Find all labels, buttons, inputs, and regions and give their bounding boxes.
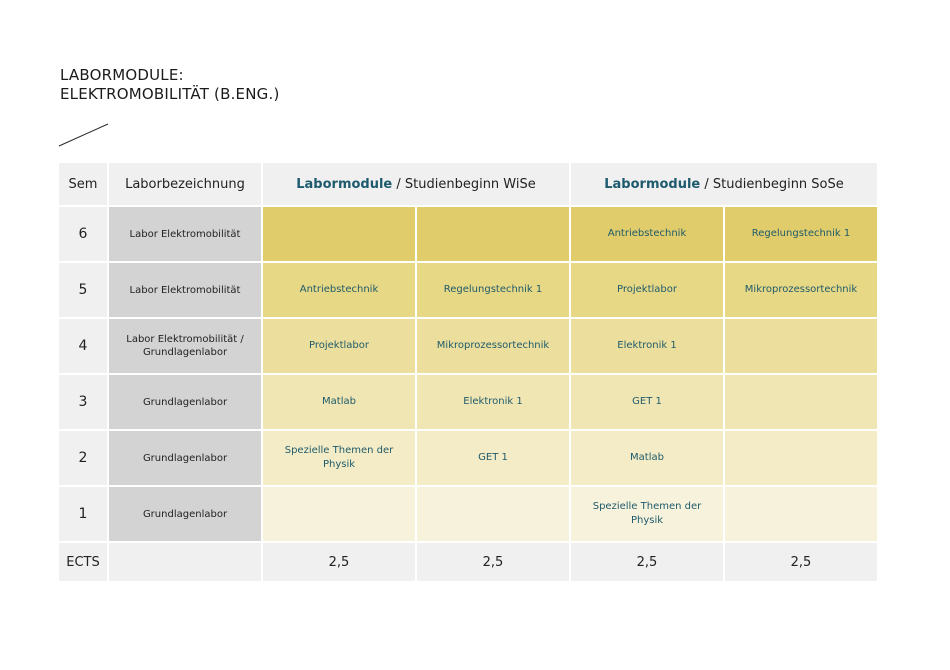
sose-module-cell xyxy=(725,487,877,541)
labor-cell: Labor Elektromobilität / Grundlagenlabor xyxy=(109,319,261,373)
sem-cell: 2 xyxy=(59,431,107,485)
sose-module-cell: Spezielle Themen der Physik xyxy=(571,487,723,541)
labor-cell: Grundlagenlabor xyxy=(109,375,261,429)
ects-value: 2,5 xyxy=(725,543,877,581)
wise-module-cell: Matlab xyxy=(263,375,415,429)
wise-module-cell xyxy=(417,487,569,541)
wise-module-cell: Mikroprozessortechnik xyxy=(417,319,569,373)
sem-cell: 6 xyxy=(59,207,107,261)
sose-module-cell: Regelungstechnik 1 xyxy=(725,207,877,261)
sose-module-cell: Matlab xyxy=(571,431,723,485)
title-line-1: LABORMODULE: xyxy=(60,66,184,84)
header-sem: Sem xyxy=(59,163,107,205)
table-row xyxy=(59,431,877,485)
ects-blank-cell xyxy=(109,543,261,581)
sose-module-cell: Antriebstechnik xyxy=(571,207,723,261)
sose-module-cell xyxy=(725,375,877,429)
table-row xyxy=(59,319,877,373)
wise-module-cell xyxy=(263,207,415,261)
ects-value: 2,5 xyxy=(417,543,569,581)
header-wise-highlight: Labormodule xyxy=(296,176,393,192)
labor-cell: Labor Elektromobilität xyxy=(109,207,261,261)
sose-module-cell: Projektlabor xyxy=(571,263,723,317)
sose-module-cell: GET 1 xyxy=(571,375,723,429)
sose-module-cell xyxy=(725,431,877,485)
sem-cell: 1 xyxy=(59,487,107,541)
table-row xyxy=(59,487,877,541)
wise-module-cell: Elektronik 1 xyxy=(417,375,569,429)
wise-module-cell: Spezielle Themen der Physik xyxy=(263,431,415,485)
sem-cell: 3 xyxy=(59,375,107,429)
header-wise-rest: / Studienbeginn WiSe xyxy=(392,176,536,192)
wise-module-cell: GET 1 xyxy=(417,431,569,485)
title-line-2: ELEKTROMOBILITÄT (B.ENG.) xyxy=(60,85,280,103)
labor-cell: Grundlagenlabor xyxy=(109,487,261,541)
sem-cell: 4 xyxy=(59,319,107,373)
ects-label: ECTS xyxy=(59,543,107,581)
header-wise xyxy=(263,163,569,205)
ects-value: 2,5 xyxy=(571,543,723,581)
table-row xyxy=(59,263,877,317)
header-sose-highlight: Labormodule xyxy=(604,176,701,192)
header-sose xyxy=(571,163,877,205)
labor-cell: Labor Elektromobilität xyxy=(109,263,261,317)
table-row xyxy=(59,375,877,429)
wise-module-cell: Regelungstechnik 1 xyxy=(417,263,569,317)
header-laborbezeichnung: Laborbezeichnung xyxy=(109,163,261,205)
wise-module-cell: Antriebstechnik xyxy=(263,263,415,317)
sem-cell: 5 xyxy=(59,263,107,317)
page-title xyxy=(60,66,280,104)
ects-row xyxy=(59,543,877,581)
table-row xyxy=(59,207,877,261)
wise-module-cell xyxy=(263,487,415,541)
labor-cell: Grundlagenlabor xyxy=(109,431,261,485)
accent-line xyxy=(58,122,112,152)
sose-module-cell xyxy=(725,319,877,373)
sose-module-cell: Elektronik 1 xyxy=(571,319,723,373)
wise-module-cell xyxy=(417,207,569,261)
table-header-row xyxy=(59,163,877,205)
labormodule-table xyxy=(57,161,879,583)
ects-value: 2,5 xyxy=(263,543,415,581)
sose-module-cell: Mikroprozessortechnik xyxy=(725,263,877,317)
header-sose-rest: / Studienbeginn SoSe xyxy=(700,176,844,192)
wise-module-cell: Projektlabor xyxy=(263,319,415,373)
